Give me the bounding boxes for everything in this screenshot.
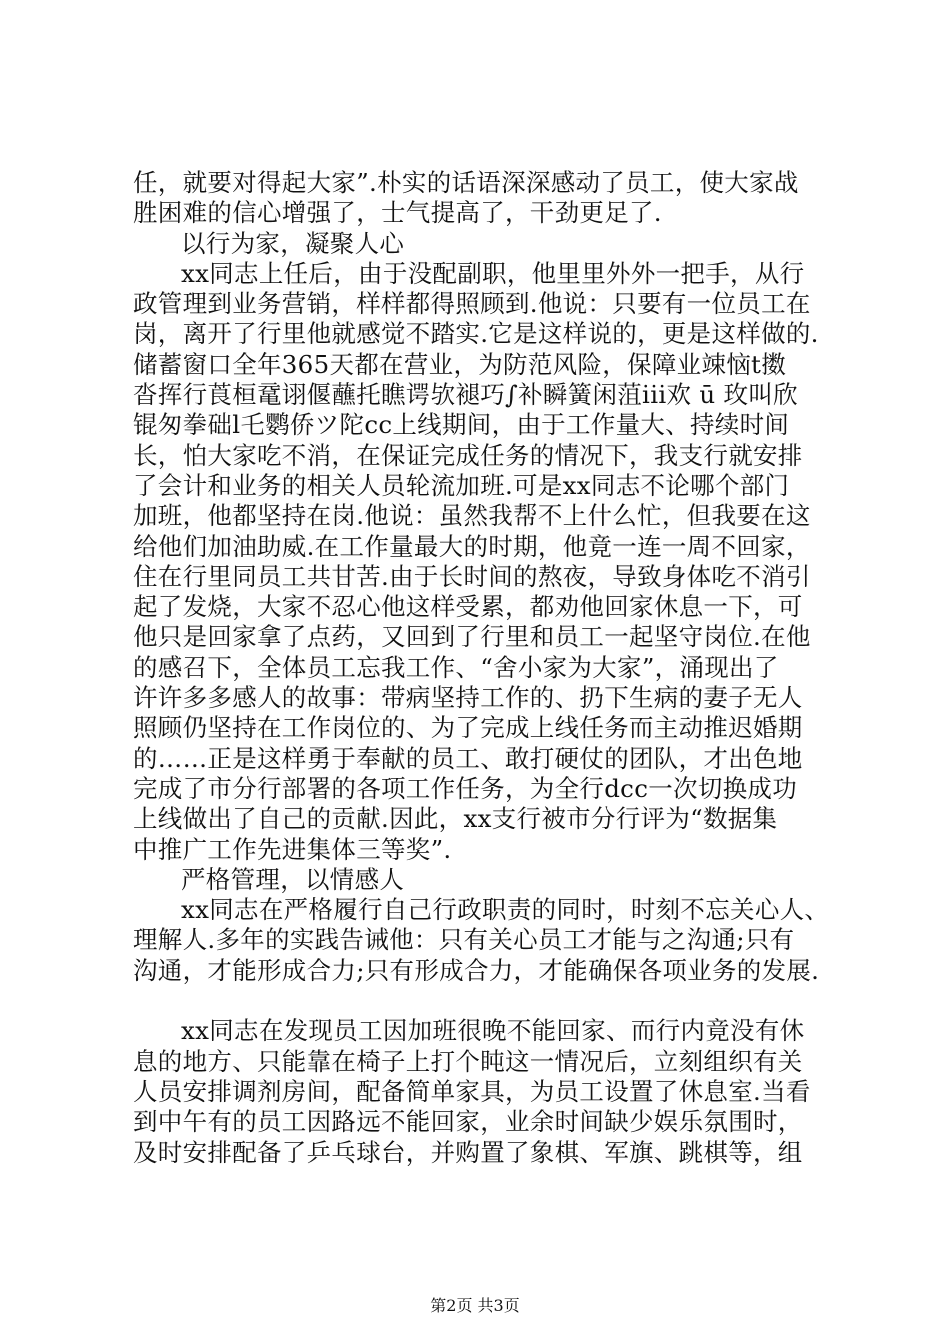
text-line: 胜困难的信心增强了，士气提高了，干劲更足了.	[133, 198, 662, 228]
text-line: 理解人.多年的实践告诫他：只有关心员工才能与之沟通;只有	[133, 925, 795, 955]
text-line: 中推广工作先进集体三等奖”.	[133, 834, 452, 864]
text-line: 到中午有的员工因路远不能回家，业余时间缺少娱乐氛围时，	[133, 1107, 803, 1137]
text-line: 给他们加油助威.在工作量最大的时期，他竟一连一周不回家，	[133, 531, 811, 561]
text-line: 的……正是这样勇于奉献的员工、敢打硬仗的团队，才出色地	[133, 743, 803, 773]
text-line: 人员安排调剂房间，配备简单家具，为员工设置了休息室.当看	[133, 1076, 811, 1106]
text-line: 起了发烧，大家不忍心他这样受累，都劝他回家休息一下，可	[133, 592, 803, 622]
text-line: 许许多多感人的故事：带病坚持工作的、扔下生病的妻子无人	[133, 683, 803, 713]
text-line: 的感召下，全体员工忘我工作、“舍小家为大家”，涌现出了	[133, 652, 779, 682]
text-line: 及时安排配备了乒乓球台，并购置了象棋、军旗、跳棋等，组	[133, 1137, 803, 1167]
text-line: 岗，离开了行里他就感觉不踏实.它是这样说的，更是这样做的.	[133, 319, 819, 349]
paragraph-start-line: xx同志在发现员工因加班很晚不能回家、而行内竟没有休	[181, 1016, 805, 1046]
text-line: 完成了市分行部署的各项工作任务，为全行dcc一次切换成功	[133, 773, 798, 803]
paragraph-start-line: 严格管理，以情感人	[181, 864, 405, 894]
paragraph-start-line: xx同志上任后，由于没配副职，他里里外外一把手，从行	[181, 258, 805, 288]
page-footer: 第2页 共3页	[430, 1296, 520, 1315]
text-line: 息的地方、只能靠在椅子上打个盹这一情况后，立刻组织有关	[133, 1046, 803, 1076]
text-line: 他只是回家拿了点药，又回到了行里和员工一起坚守岗位.在他	[133, 622, 811, 652]
text-line: 沓挥行莨桓鼋诩偃蘸托瞧谔欤褪巧∫补瞬簧闲菹iii欢 ū 玫叫欣	[133, 380, 798, 410]
text-line: 上线做出了自己的贡献.因此，xx支行被市分行评为“数据集	[133, 804, 778, 834]
paragraph-start-line: xx同志在严格履行自己行政职责的同时，时刻不忘关心人、	[181, 895, 830, 925]
text-line: 政管理到业务营销，样样都得照顾到.他说：只要有一位员工在	[133, 289, 811, 319]
text-line: 照顾仍坚持在工作岗位的、为了完成上线任务而主动推迟婚期	[133, 713, 803, 743]
text-line: 长，怕大家吃不消，在保证完成任务的情况下，我支行就安排	[133, 440, 803, 470]
text-line: 锟匆拳础l乇鹦侨ツ陀cc上线期间，由于工作量大、持续时间	[133, 410, 790, 440]
paragraph-start-line: 以行为家，凝聚人心	[181, 228, 405, 258]
text-line: 沟通，才能形成合力;只有形成合力，才能确保各项业务的发展.	[133, 955, 820, 985]
document-body	[133, 168, 833, 1168]
text-line: 住在行里同员工共甘苦.由于长时间的熬夜，导致身体吃不消引	[133, 561, 811, 591]
text-line: 储蓄窗口全年365天都在营业，为防范风险，保障业竦恼t擞	[133, 349, 787, 379]
text-line: 加班，他都坚持在岗.他说：虽然我帮不上什么忙，但我要在这	[133, 501, 811, 531]
blank-line	[133, 986, 833, 1016]
text-line: 任，就要对得起大家”.朴实的话语深深感动了员工，使大家战	[133, 168, 799, 197]
text-line: 了会计和业务的相关人员轮流加班.可是xx同志不论哪个部门	[133, 470, 790, 500]
